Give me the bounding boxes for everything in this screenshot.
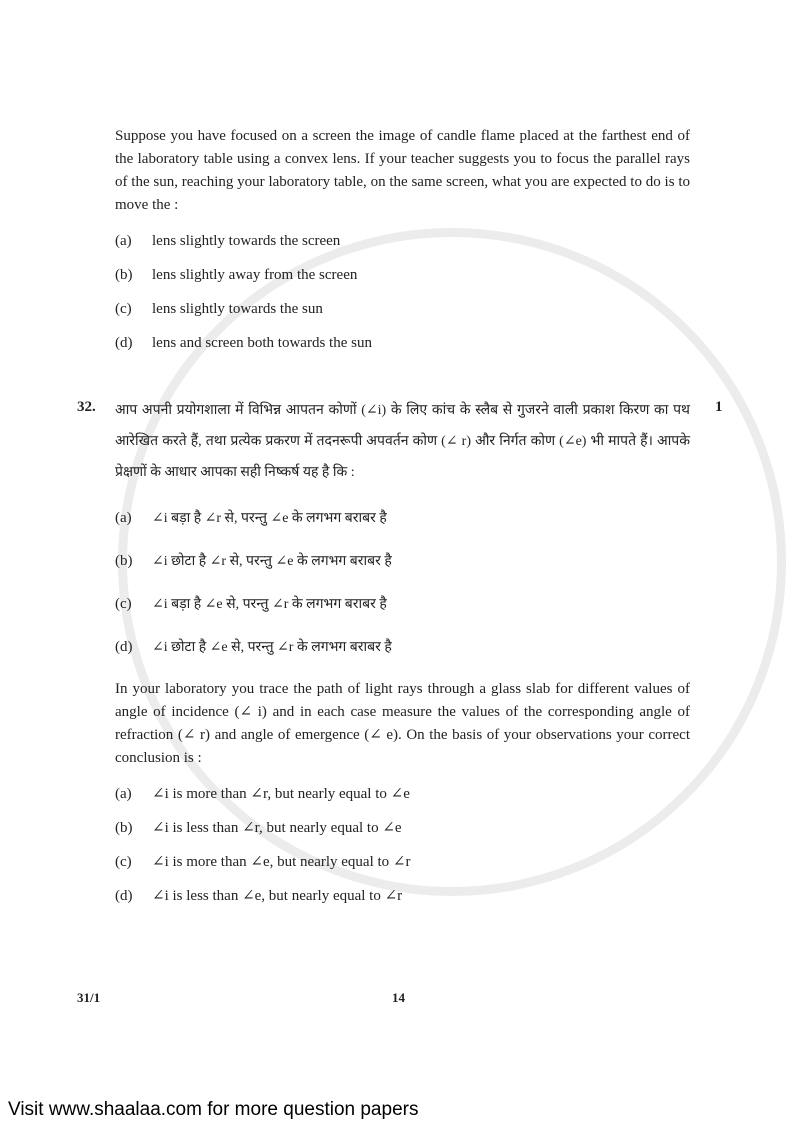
option-label: (d) xyxy=(115,888,133,904)
english-option-c xyxy=(115,852,690,872)
option-text: ∠i is more than ∠r, but nearly equal to ∠e xyxy=(152,786,410,802)
option-text: ∠i बड़ा है ∠e से, परन्तु ∠r के लगभग बराबर है xyxy=(152,597,387,612)
option-label: (c) xyxy=(115,854,132,870)
option-text: ∠i is more than ∠e, but nearly equal to ∠r xyxy=(152,854,411,870)
page-content xyxy=(77,125,723,906)
hindi-option-b xyxy=(115,549,690,574)
option-label: (c) xyxy=(115,596,132,612)
option-b xyxy=(115,265,690,285)
english-option-b xyxy=(115,818,690,838)
option-text: ∠i छोटा है ∠r से, परन्तु ∠e के लगभग बराबर है xyxy=(152,554,392,569)
hindi-option-a xyxy=(115,506,690,531)
page-number: 14 xyxy=(392,990,405,1005)
option-d xyxy=(115,333,690,353)
promo-banner[interactable]: Visit www.shaalaa.com for more question papers xyxy=(0,1090,800,1132)
option-label: (b) xyxy=(115,553,133,569)
option-text: ∠i बड़ा है ∠r से, परन्तु ∠e के लगभग बराबर है xyxy=(152,511,387,526)
english-option-a xyxy=(115,784,690,804)
option-label: (d) xyxy=(115,335,133,351)
english-option-d xyxy=(115,886,690,906)
option-text: lens and screen both towards the sun xyxy=(152,335,372,351)
option-label: (d) xyxy=(115,639,133,655)
hindi-option-d xyxy=(115,635,690,660)
question-32-hindi-text: आप अपनी प्रयोगशाला में विभिन्न आपतन कोणों (∠i) के लिए कांच के स्लैब से गुजरने वाली प्रकाश किरण का पथ आरेखित करते हैं, तथा प्रत्येक प्रकरण में तदनरूपी अपवर्तन कोण (∠ r) और निर्गत कोण (∠e) भी मापते हैं। आपके प्रेक्षणों के आधार आपका सही निष्कर्ष यह है कि : xyxy=(115,403,690,480)
option-label: (a) xyxy=(115,786,132,802)
option-text: ∠i छोटा है ∠e से, परन्तु ∠r के लगभग बराबर है xyxy=(152,640,392,655)
question-number: 32. xyxy=(77,399,96,415)
option-text: ∠i is less than ∠e, but nearly equal to ∠r xyxy=(152,888,403,904)
hindi-option-c xyxy=(115,592,690,617)
option-c xyxy=(115,299,690,319)
option-a xyxy=(115,231,690,251)
option-text: lens slightly towards the screen xyxy=(152,233,341,249)
question-32 xyxy=(77,395,723,906)
question-32-english-text: In your laboratory you trace the path of light rays through a glass slab for different values of angle of incidence (∠ i) and in each case measure the values of the corresponding angle of refraction (∠ r) and angle of emergence (∠ e). On the basis of your observations your correct conclusion is : xyxy=(115,681,690,766)
question-marks: 1 xyxy=(715,399,723,415)
option-text: ∠i is less than ∠r, but nearly equal to ∠e xyxy=(152,820,402,836)
question-31-options xyxy=(115,231,690,353)
option-label: (b) xyxy=(115,820,133,836)
option-label: (a) xyxy=(115,510,132,526)
paper-code: 31/1 xyxy=(77,990,101,1005)
option-label: (c) xyxy=(115,301,132,317)
option-label: (b) xyxy=(115,267,133,283)
option-text: lens slightly away from the screen xyxy=(152,267,358,283)
option-label: (a) xyxy=(115,233,132,249)
option-text: lens slightly towards the sun xyxy=(152,301,323,317)
question-31-english-text: Suppose you have focused on a screen the image of candle flame placed at the farthest end of the laboratory table using a convex lens. If your teacher suggests you to focus the parallel rays of the sun, reaching your laboratory table, on the same screen, what you are expected to do is to move the : xyxy=(115,128,690,213)
